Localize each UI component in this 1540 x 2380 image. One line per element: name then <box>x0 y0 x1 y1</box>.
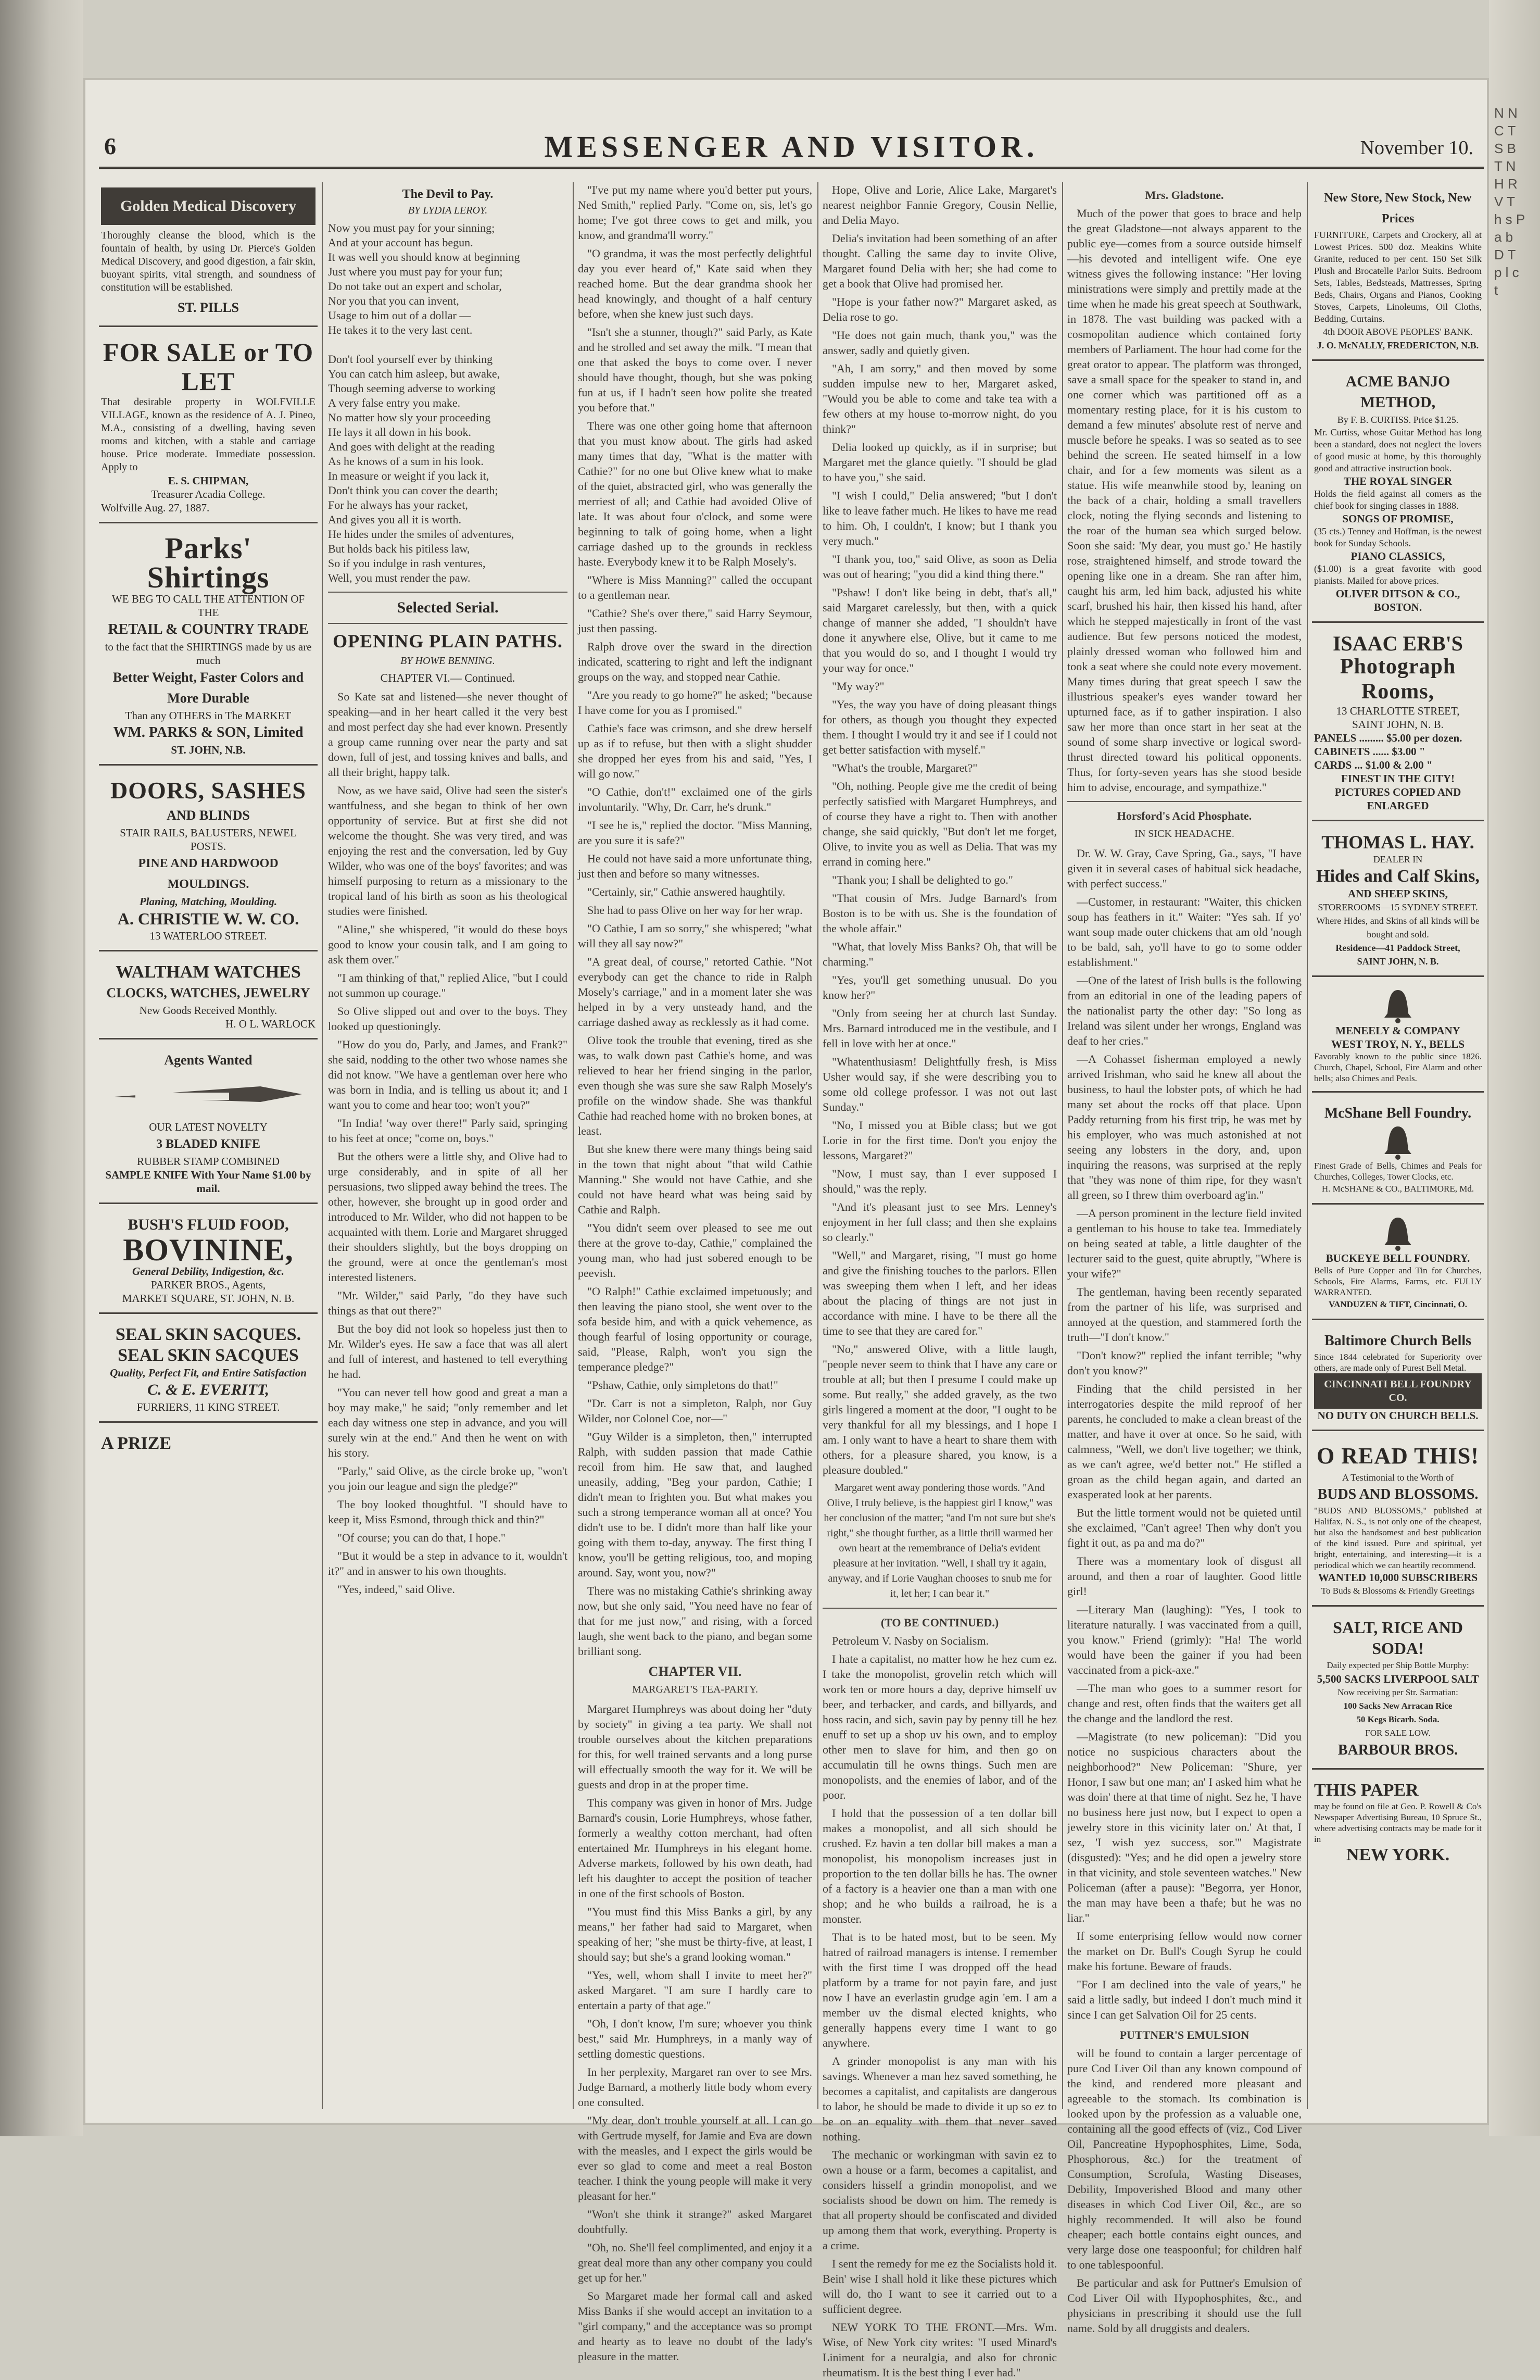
paragraph: This company was given in honor of Mrs. Judge Barnard's cousin, Lorie Humphreys, whose father, formerly a wealthy cotton merchant, had often entertained Mr. Humphreys in his elegant home. Adverse markets, followed by his own death, had left his daughter to accept the position of teacher in one of the first schools of Boston. <box>578 1796 812 1900</box>
ad-line: Residence—41 Paddock Street, <box>1335 943 1460 953</box>
paragraph: "Ah, I am sorry," and then moved by some sudden impulse new to her, Margaret asked, "Would you be able to come and take tea with a few others at my house to-morrow night, do you think?" <box>823 362 1057 435</box>
paragraph: He could not have said a more unfortunate thing, just then and before so many witnesses. <box>578 852 812 880</box>
divider <box>328 592 567 593</box>
paragraph: She had to pass Olive on her way for her wrap. <box>587 904 803 917</box>
paragraph: "Yes, well, whom shall I invite to meet her?" asked Margaret. "I am sure I hardly care to entertain a party of that age." <box>578 1969 812 2012</box>
ad-big: BUDS AND BLOSSOMS. <box>1317 1486 1479 1502</box>
ad-line: WANTED 10,000 SUBSCRIBERS <box>1318 1571 1478 1584</box>
ad-line: RUBBER STAMP COMBINED <box>136 1155 280 1168</box>
ad-line: Daily expected per Ship Bottle Murphy: <box>1327 1660 1469 1670</box>
chapter-heading: CHAPTER VII. <box>648 1664 742 1679</box>
paragraph: Olive took the trouble that evening, tired as she was, to walk down past Cathie's home, and was relieved to hear her friend singing in the parlor, even though she was sure she saw Ralph Mosely's profile on the window shade. She was thankful Cathie had reached home with no broken bones, at least. <box>578 1034 812 1137</box>
paragraph: "How do you do, Parly, and James, and Frank?" she said, nodding to the other two whose names she did not know. "We have a gentleman over here who was born in India, and is telling us about it; and I want you to come and hear too; won't you?" <box>328 1038 567 1111</box>
paragraph: The boy looked thoughtful. "I should have to keep it, Miss Esmond, through thick and thin?" <box>328 1498 567 1526</box>
ad-line: H. McSHANE & CO., BALTIMORE, Md. <box>1321 1184 1474 1194</box>
ad-title: SALT, RICE AND SODA! <box>1333 1618 1463 1658</box>
paragraph: NEW YORK TO THE FRONT.—Mrs. Wm. Wise, of New York city writes: "I used Minard's Liniment for a neuralgia, and also for chronic rheumatism. It is the best thing I ever had." <box>823 2321 1057 2379</box>
paragraph: "No," answered Olive, with a little laugh, "people never seem to think that I have any care or trouble at all; but then I presume I could make up some. But really," she added gravely, as the two girls lingered a moment at the door, "I ought to be very thankful for all my blessings, and I hope I am. I only want to have a heart to share them with others, for a pleasure shared, you know, is a pleasure doubled." <box>823 1343 1057 1476</box>
ad-line: 100 Sacks New Arracan Rice <box>1343 1701 1453 1711</box>
ad-sub-text: ($1.00) is a great favorite with good pianists. Mailed for above prices. <box>1314 563 1482 586</box>
ad-big: BOVININE, <box>123 1233 294 1267</box>
paragraph: In her perplexity, Margaret ran over to see Mrs. Judge Barnard, a motherly little body whom every one consulted. <box>578 2065 812 2109</box>
ad-seal-skin <box>99 1319 318 1423</box>
knife-illustration-icon <box>104 1071 312 1118</box>
ad-big: SEAL SKIN SACQUES <box>118 1346 299 1365</box>
paragraph: If some enterprising fellow would now corner the market on Dr. Bull's Cough Syrup he could make his fortune. Beware of frauds. <box>1067 1930 1302 1973</box>
paragraph: —One of the latest of Irish bulls is the following from an editorial in one of the leading papers of the nationalist party the other day: "So long as Ireland was silent under her wrongs, England was deaf to her cries." <box>1067 974 1302 1047</box>
ad-line: Since 1844 celebrated for Superiority over others, are made only of Purest Bell Metal. <box>1314 1352 1482 1373</box>
page-edge-left <box>0 0 83 2136</box>
ad-line: FURRIERS, 11 KING STREET. <box>136 1401 280 1413</box>
paragraph: "Are you ready to go home?" he asked; "because I have come for you as I promised." <box>578 688 812 717</box>
paragraph: "Oh, nothing. People give me the credit of being perfectly satisfied with Margaret Humphreys, and of course they have a right to. Then with another change, she said quickly, "But don't let me forget, Olive, to invite you as well as Delia. That was my errand in coming here." <box>823 780 1057 868</box>
article-heading: Mrs. Gladstone. <box>1145 189 1224 202</box>
paragraph: —Magistrate (to new policeman): "Did you notice no suspicious characters about the neighborhood?" New Policeman: "Shure, yer Honor, I saw but one man; an' I asked him what he was doin' there at that time of night. Sez he, 'I have no business here just now, but I expect to open a jewelry store in this vicinity later on.' At that, I sez, 'I wish yez success, sor.'" Magistrate (disgusted): "Yes; and he did open a jewelry store in that vicinity, and stole seventeen watches." New Policeman (after a pause): "Begorra, yer Honor, the man may have been a thafe; but he was no liar." <box>1067 1730 1302 1924</box>
paragraph: "Pshaw! I don't like being in debt, that's all," said Margaret carelessly, but then, with a quick change of manner she added, "I shouldn't have done it anywhere else, Olive, but it came to me that you would do so, and I thought I would try your way for once." <box>823 586 1057 674</box>
ad-hides-skins <box>1312 826 1484 977</box>
ad-line: FOR SALE LOW. <box>1365 1728 1431 1738</box>
paragraph: "I see he is," replied the doctor. "Miss Manning, are you sure it is safe?" <box>578 819 812 847</box>
ad-address: 13 WATERLOO STREET. <box>149 930 267 942</box>
paragraph: "Mr. Wilder," said Parly, "do they have such things as that out there?" <box>328 1289 567 1317</box>
paragraph: Be particular and ask for Puttner's Emulsion of Cod Liver Oil with Hypophosphites, &c., and physicians in prescribing it should use the full name. Sold by all druggists and dealers. <box>1067 2276 1302 2335</box>
ad-line: NO DUTY ON CHURCH BELLS. <box>1317 1409 1479 1422</box>
ad-for-sale <box>99 332 318 523</box>
paragraph: So Margaret made her formal call and asked Miss Banks if she would accept an invitation to a "girl company," and the acceptance was so prompt and hearty as to leave no doubt of the lady's pleasure in the matter. <box>578 2289 812 2363</box>
ad-big: 5,500 SACKS LIVERPOOL SALT <box>1317 1673 1479 1685</box>
ad-title: McShane Bell Foundry. <box>1324 1105 1472 1121</box>
paragraph: "You didn't seem over pleased to see me out there at the grove to-day, Cathie," complained the young man, who had just sobered enough to be peevish. <box>578 1221 812 1280</box>
ad-line: PICTURES COPIED AND ENLARGED <box>1334 786 1461 812</box>
ad-signer: E. S. CHIPMAN, <box>168 474 249 487</box>
ad-line: New Goods Received Monthly. <box>139 1004 277 1017</box>
ad-sub-text: (35 cts.) Tenney and Hoffman, is the newest book for Sunday Schools. <box>1314 526 1482 548</box>
column-rule <box>1062 182 1063 2109</box>
paragraph: But the others were a little shy, and Olive had to urge considerably, and in spite of all her persuasions, two slipped away behind the trees. The other, however, she brought up in good order and introduced to Mr. Wilder, who did not happen to be acquainted with them. Lorie and Margaret shrugged their shoulders slightly, but the boys dropping on the ground, were at once the gentleman's most interested listeners. <box>328 1150 567 1284</box>
paragraph: "Pshaw, Cathie, only simpletons do that!" <box>587 1379 778 1392</box>
column-2 <box>328 182 567 2109</box>
ad-line: Better Weight, Faster Colors and More Durable <box>112 670 304 706</box>
paragraph: I hold that the possession of a ten dollar bill makes a monopolist, and all sich should be crushed. Ez havin a ten dollar bill makes a man a monopolist, his monopolism increases just in proportion to the ten dollar bills he has. The owner of a factory is a heavier one than a man with one shop; and he who builds a railroad, he is a monster. <box>823 1807 1057 1925</box>
ad-line: Where Hides, and Skins of all kinds will be bought and sold. <box>1316 916 1480 940</box>
ad-title: DOORS, SASHES <box>110 777 306 804</box>
paragraph: "Aline," she whispered, "it would do these boys good to know your cousin talk, and I am going to ask them over." <box>328 923 567 966</box>
paragraph: "He does not gain much, thank you," was the answer, sadly and quietly given. <box>823 329 1057 357</box>
ad-line: 4th DOOR ABOVE PEOPLES' BANK. <box>1323 327 1473 337</box>
serial-author: BY HOWE BENNING. <box>400 655 495 667</box>
ad-waltham-watches <box>99 957 318 1039</box>
ad-by: By F. B. CURTISS. Price $1.25. <box>1337 415 1459 425</box>
ad-line: General Debility, Indigestion, &c. <box>132 1265 285 1277</box>
paragraph: "Guy Wilder is a simpleton, then," interrupted Ralph, with sudden passion that made Cathie recoil from him. He saw that, and laughed uneasily, adding, "Beg your pardon, Cathie; I didn't mean to frighten you. But what makes you such a strong temperance woman all at once? You didn't use to be. I didn't more than half like your going with them to-day, anyway. The first thing I know, you'll be getting religious, too, and moping around. Say, wont you, now?" <box>578 1430 812 1579</box>
ad-banjo-method <box>1312 366 1484 623</box>
paragraph: "Oh, I don't know, I'm sure; whoever you think best," said Mr. Humphreys, in a manly way of settling domestic questions. <box>578 2017 812 2060</box>
newspaper-title: MESSENGER AND VISITOR. <box>544 130 1039 164</box>
paragraph: Margaret Humphreys was about doing her "duty by society" in giving a tea party. We shall not trouble ourselves about the kitchen preparations for this, for well trained servants and a long purse will effectually smooth the way for it. We will be guests and drop in at the proper time. <box>578 1702 812 1791</box>
paragraph: —A person prominent in the lecture field invited a gentleman to his house to take tea. Immediately on being seated at table, a little daughter of the lecturer said to the guest, quite abruptly, "Where is your wife?" <box>1067 1207 1302 1280</box>
ad-city: SAINT JOHN, N. B. <box>1357 956 1439 967</box>
ad-title: BUCKEYE BELL FOUNDRY. <box>1326 1252 1470 1264</box>
ad-title: SEAL SKIN SACQUES. <box>115 1325 301 1344</box>
masthead <box>99 125 1484 169</box>
paragraph: "You can never tell how good and great a man a boy may make," he said; "only remember and let each day witness one step in advance, and you will surely win at the end." And then he went on with his story. <box>328 1386 567 1459</box>
paragraph: "You must find this Miss Banks a girl, by any means," her father had said to Margaret, when speaking of her; "she must be thirty-five, at least, I should say; but she's a grand looking woman." <box>578 1905 812 1963</box>
paragraph: Hope, Olive and Lorie, Alice Lake, Margaret's nearest neighbor Fannie Gregory, Cousin Nellie, and Delia Mayo. <box>823 183 1057 227</box>
ad-line: SAMPLE KNIFE With Your Name $1.00 by mail. <box>105 1169 311 1195</box>
ad-price: CABINETS ...... $3.00 " <box>1314 745 1425 758</box>
ad-line: CLOCKS, WATCHES, JEWELRY <box>106 985 310 1000</box>
paragraph: The mechanic or workingman with savin ez to own a house or a farm, becomes a capitalist, and considers hisself a grindin monopolist, and we socialists shood be down on him. The remedy is that all property should be confiscated and divided up among them that work, everything. Property is a crime. <box>823 2148 1057 2252</box>
paragraph: Dr. W. W. Gray, Cave Spring, Ga., says, "I have given it in several cases of habitual sick headache, with perfect success." <box>1067 847 1302 890</box>
section-heading: Selected Serial. <box>397 599 499 616</box>
paragraph: Delia's invitation had been something of an after thought. Calling the same day to invite Olive, Margaret found Delia with her; she had come to get a book that Olive had promised her. <box>823 232 1057 290</box>
ad-title: WALTHAM WATCHES <box>116 962 301 982</box>
divider <box>328 623 567 624</box>
ad-title: ACME BANJO METHOD, <box>1345 373 1450 411</box>
ad-title: A PRIZE <box>101 1434 172 1453</box>
ad-maker: A. CHRISTIE W. W. CO. <box>117 909 299 928</box>
ad-maker: OLIVER DITSON & CO., BOSTON. <box>1335 587 1460 613</box>
ad-title: THIS PAPER <box>1314 1781 1419 1800</box>
ad-bovinine <box>99 1209 318 1314</box>
paragraph: A grinder monopolist is any man with his savings. Whenever a man hez saved something, he becomes a capitalist, and capitalists are dangerous to labor, he should be made to divide it up so ez to be on an equality with them that never saved nothing. <box>823 2055 1057 2143</box>
ad-line: WE BEG TO CALL THE ATTENTION OF THE <box>111 593 305 619</box>
ad-prize <box>99 1428 318 1461</box>
ad-line: Planing, Matching, Moulding. <box>139 895 277 908</box>
ad-photograph-rooms <box>1312 628 1484 821</box>
ad-buds-blossoms <box>1312 1436 1484 1607</box>
ad-line: Than any OTHERS in The MARKET <box>125 709 292 722</box>
ad-buckeye-bells <box>1312 1210 1484 1320</box>
paragraph: "That cousin of Mrs. Judge Barnard's from Boston is to be with us. She is the foundation of the whole affair." <box>823 892 1057 935</box>
paragraph: There was a momentary look of disgust all around, and then a roar of laughter. Good little girl! <box>1067 1555 1302 1598</box>
paragraph: "Thank you; I shall be delighted to go." <box>832 873 1013 886</box>
ad-line: DEALER IN <box>1373 854 1423 865</box>
ad-title: Baltimore Church Bells <box>1324 1333 1472 1349</box>
ad-footer: ST. PILLS <box>177 300 239 315</box>
ad-line: OUR LATEST NOVELTY <box>149 1121 268 1133</box>
ad-knife <box>99 1045 318 1204</box>
paragraph: Much of the power that goes to brace and help the great Gladstone—not always apparent to the public eye—comes from a source outside himself—his devoted and intelligent wife. One eye witness gives the following instance: "Her loving ministrations were simply and prettily made at the time when he made his great speech at Southwark, in 1878. The vast building was packed with a cosmopolitan audience which contained forty members of Parliament. The hour had come for the great orator to appear. The platform was thronged, save a small space for the speaker to stand in, and one corner which was partitioned off as a momentary resting place, for it is his custom to demand a few minutes' absolute rest of nerve and muscle before he speaks. I was so seated as to see behind the screen. He seated himself in a low chair, and for a few moments was silent as a statue. His wife meanwhile stood by, leaning on the back of a chair, holding a small travellers clock, noting the flying seconds and listening to the roar of the human sea which surged below. Soon she said: 'My dear, you must go.' He hastily rose, straightened himself, and strode toward the opening like one in a dream. She ran after him, caught his arm, led him back, adjusted his white scarf, brushed his hair, then kissed his hand, after which he stepped majestically in front of the vast audience. But few persons noticed the modest, plainly dressed woman who followed him and took a seat where she could note every movement. Many times during that great speech I saw the illustrious speaker's eyes wander toward her upturned face, as if to gather inspiration. I also saw her more than once start in her seat at the sound of some sharp invective or logical sword-thrust directed toward his political opponents. Thus, for forty-seven years has she stood beside him to advise, encourage, and sympathize." <box>1067 207 1302 794</box>
paragraph: Cathie's face was crimson, and she drew herself up as if to refuse, but then with a slight shudder she dropped her eyes from his and said, "Yes, I will go now." <box>578 722 812 780</box>
paragraph: "I've put my name where you'd better put yours, Ned Smith," replied Parly. "Come on, sis, let's go home; I've got three cows to get and milk, you know, and grandma'll worry." <box>578 183 812 242</box>
ad-city: ST. JOHN, N.B. <box>171 744 246 756</box>
column-rule <box>817 182 818 2109</box>
ad-parks-shirtings <box>99 529 318 766</box>
paragraph: "O Ralph!" Cathie exclaimed impetuously; and then leaving the piano stool, she went over to the sofa beside him, and with a quick vehemence, as though fearful of losing opportunity or courage, said, "Please, Ralph, won't you sign the temperance pledge?" <box>578 1285 812 1373</box>
paragraph: There was one other going home that afternoon that you must know about. The girls had asked many times that day, "What is the matter with Cathie?" for no one but Olive knew what to make of the quiet, abstracted girl, who was generally the merriest of all; and Cathie had avoided Olive of late. It was about four o'clock, and some were beginning to talk of going home, when a light carriage dashed up to the grounds in reckless haste. Everybody knew it to be Ralph Mosely's. <box>578 419 812 568</box>
ad-line: WEST TROY, N. Y., BELLS <box>1331 1038 1465 1050</box>
paragraph: "Only from seeing her at church last Sunday. Mrs. Barnard introduced me in the vestibule, and I fell in love with her at once." <box>823 1007 1057 1050</box>
paragraph: So Olive slipped out and over to the boys. They looked up questioningly. <box>328 1005 567 1033</box>
paragraph: Petroleum V. Nasby on Socialism. <box>832 1634 989 1647</box>
ad-signer: H. O L. WARLOCK <box>225 1018 315 1030</box>
ad-this-paper <box>1312 1775 1484 1873</box>
adjacent-page-spine-text: N N C T S B T N H R V T h s P a b D T p l c t <box>1494 105 1525 298</box>
ad-dateline: Wolfville Aug. 27, 1887. <box>101 502 210 514</box>
ad-sub: THE ROYAL SINGER <box>1343 475 1453 487</box>
ad-big: NEW YORK. <box>1346 1845 1450 1864</box>
paragraph: "Now, I must say, than I ever supposed I should," was the reply. <box>823 1167 1057 1195</box>
ad-text: That desirable property in WOLFVILLE VILLAGE, known as the residence of A. J. Pineo, M.A., consisting of a dwelling, having seven rooms and kitchen, with a stable and carriage house. Price moderate. Immediate possession. Apply to <box>101 396 315 473</box>
ad-title: Agents Wanted <box>164 1053 253 1068</box>
paragraph: "My dear, don't trouble yourself at all. I can go with Gertrude myself, for Jamie and Eva are down with the measles, and I expect the girls would be ever so glad to come and meet a real Boston teacher. I think the young people will make it very pleasant for her." <box>578 2114 812 2202</box>
paragraph: "I thank you, too," said Olive, as soon as Delia was out of hearing; "you did a kind thing there." <box>823 553 1057 581</box>
ad-text: "BUDS AND BLOSSOMS," published at Halifax, N. S., is not only one of the cheapest, but also the handsomest and best publication of the kind issued. Pure and spiritual, yet bright, entertaining, and interesting—it is a periodical which we can heartily recommend. <box>1314 1506 1482 1570</box>
ad-title: FOR SALE or TO LET <box>103 337 314 396</box>
ad-big: Photograph Rooms, <box>1340 655 1456 704</box>
paragraph: So Kate sat and listened—she never thought of speaking—and in her heart called it the very best and most perfect day she had ever known. Presently a group came running over near the party and sat down, full of jest, and tossing knives and balls, and all their bright, happy talk. <box>328 690 567 779</box>
paragraph: "Yes, indeed," said Olive. <box>337 1583 455 1596</box>
paragraph: "Parly," said Olive, as the circle broke up, "won't you join our league and sign the pledge?" <box>328 1464 567 1493</box>
ad-line: VANDUZEN & TIFT, Cincinnati, O. <box>1329 1299 1467 1309</box>
divider <box>1067 801 1302 802</box>
ad-address: 13 CHARLOTTE STREET, <box>1336 705 1460 717</box>
ad-maker: WM. PARKS & SON, Limited <box>113 724 304 741</box>
paragraph: There was no mistaking Cathie's shrinking away now, but she only said, "You need have no fear of that for me just now," and rising, with a forced laugh, she went back to the piano, and began some brilliant song. <box>578 1584 812 1658</box>
issue-date: November 10. <box>1360 137 1473 159</box>
divider <box>823 1608 1057 1609</box>
paragraph: "Where is Miss Manning?" called the occupant to a gentleman near. <box>578 573 812 602</box>
paragraph: But the little torment would not be quieted until she exclaimed, "Can't agree! Then why don't you fight it out, as pa and ma do?" <box>1067 1506 1302 1549</box>
paragraph: "Certainly, sir," Cathie answered haughtily. <box>587 885 786 898</box>
poem-title: The Devil to Pay. <box>402 187 494 201</box>
ad-title: Parks' Shirtings <box>147 531 270 594</box>
paragraph: —Customer, in restaurant: "Waiter, this chicken soup has feathers in it." Waiter: "Yes sah. If yo' want soup made outer chickens that am old 'nough to be bald, sah, yo'll have to go to some odder establishment." <box>1067 895 1302 969</box>
ad-meneely-bells <box>1312 982 1484 1093</box>
column-1-advertisements <box>99 182 318 2109</box>
ad-baltimore-bells <box>1312 1325 1484 1431</box>
paragraph: The gentleman, having been recently separated from the partner of his life, was surprised and annoyed at the question, and stammered forth the truth—"I don't know." <box>1067 1285 1302 1344</box>
paragraph: Ralph drove over the sward in the direction indicated, scattering to right and left the indignant groups on the way, and stopped near Cathie. <box>578 640 812 683</box>
ad-line: CINCINNATI BELL FOUNDRY CO. <box>1314 1373 1482 1409</box>
column-rule <box>1307 182 1308 2109</box>
ad-price: CARDS ... $1.00 & 2.00 " <box>1314 759 1433 771</box>
ad-sub: SONGS OF PROMISE, <box>1342 512 1454 525</box>
paragraph: "Cathie? She's over there," said Harry Seymour, just then passing. <box>578 607 812 635</box>
ad-maker: C. & E. EVERITT, <box>147 1381 269 1398</box>
paragraph: "Don't know?" replied the infant terrible; "why don't you know?" <box>1067 1349 1302 1377</box>
ad-line: to the fact that the SHIRTINGS made by us are much <box>105 641 312 667</box>
ad-maker: BARBOUR BROS. <box>1337 1742 1458 1758</box>
ad-title: O READ THIS! <box>1317 1443 1479 1469</box>
paragraph: —The man who goes to a summer resort for change and rest, often finds that the waiters get all the change and the landlord the rest. <box>1067 1682 1302 1725</box>
paragraph: "Hope is your father now?" Margaret asked, as Delia rose to go. <box>823 295 1057 323</box>
article-heading: PUTTNER'S EMULSION <box>1119 2028 1249 2041</box>
ad-line: AND SHEEP SKINS, <box>1348 887 1448 900</box>
paragraph: "For I am declined into the vale of years," he said a little sadly, but indeed I don't much mind it since I can get Salvation Oil for 25 cents. <box>1067 1978 1302 2021</box>
paragraph: "Isn't she a stunner, though?" said Parly, as Kate and he strolled and set away the milk. "I mean that one that asked the boys to come over. I never should have thought, though, but she was poking fun at us, if I hadn't seen how polite she treated you before that." <box>578 325 812 414</box>
paragraph: "Well," and Margaret, rising, "I must go home and give the finishing touches to the parlors. Ellen was sweeping them when I left, and her ideas about the placing of things are not just in accordance with mine. I have to be there all the time to see that they are cared for." <box>823 1249 1057 1337</box>
paragraph: "Yes, you'll get something unusual. Do you know her?" <box>823 973 1057 1001</box>
paragraph: "O Cathie, I am so sorry," she whispered; "what will they all say now?" <box>578 922 812 950</box>
paragraph: "Of course; you can do that, I hope." <box>337 1531 506 1544</box>
paragraph: "Yes, the way you have of doing pleasant things for others, as though you thought they expected them. I thought I would try it and see if I could not get better satisfaction with myself." <box>823 698 1057 756</box>
paragraph: "A great deal, of course," retorted Cathie. "Not everybody can get the chance to ride in Ralph Mosely's carriage," and in a moment later she was helped in by a very unsteady hand, and the carriage dashed away as recklessly as it had come. <box>578 955 812 1029</box>
ad-maker: J. O. McNALLY, FREDERICTON, N.B. <box>1317 340 1479 350</box>
ad-line: FINEST IN THE CITY! <box>1341 772 1455 785</box>
ad-line: PINE AND HARDWOOD MOULDINGS. <box>138 857 279 891</box>
paragraph: will be found to contain a larger percentage of pure Cod Liver Oil than any known compound of the kind, and rendered more pleasant and agreeable to the stomach. Its combination is looked upon by the profession as a valuable one, containing all the good effects of (viz., Cod Liver Oil, Pancreatine Hypophosphites, Lime, Soda, Phosphorous, &c.) for the treatment of Consumption, Scrofula, Wasting Diseases, Debility, Impoverished Blood and many other diseases in which Cod Liver Oil, &c., are so highly recommended. It will also be found cheaper; each bottle contains eight ounces, and very large dose one teaspoonful; for children half to one tablespoonful. <box>1067 2047 1302 2271</box>
ad-line: To Buds & Blossoms & Friendly Greetings <box>1321 1586 1475 1596</box>
bell-icon <box>1382 987 1413 1024</box>
ad-salt-rice-soda <box>1312 1612 1484 1770</box>
ad-text: FURNITURE, Carpets and Crockery, all at Lowest Prices. 500 doz. Meakins White Granite, reduced to per cent. 150 Set Silk Plush and Brocatelle Parlor Suits. Bedroom Sets, Tables, Bedsteads, Mattresses, Spring Beds, Chairs, Organs and Pianos, Cooking Stoves, Carpets, Linoleums, Oil Cloths, Bedding, Curtains. <box>1314 230 1482 324</box>
paragraph: Delia looked up quickly, as if in surprise; but Margaret met the glance quietly. "I should be glad to have you," she said. <box>823 441 1057 484</box>
chapter-heading: CHAPTER VI.— Continued. <box>380 671 515 684</box>
column-4 <box>823 182 1057 2379</box>
paragraph: That is to be hated most, but to be seen. My hatred of railroad managers is intense. I remember with the first time I was dropped off the head platform by a trame for not payin fare, and just now I have an everlastin grudge agin 'em. I am a member uv the dismal elected knights, who generally happens every time I want to go anywhere. <box>823 1931 1057 2049</box>
ad-title: ISAAC ERB'S <box>1332 632 1463 655</box>
paragraph: I sent the remedy for me ez the Socialists hold it. Bein' wise I shall hold it like these pictures which will do, tho I want to see it carried out to a sufficient degree. <box>823 2257 1057 2315</box>
paragraph: "Won't she think it strange?" asked Margaret doubtfully. <box>578 2208 812 2236</box>
bell-icon <box>1382 1124 1413 1160</box>
ad-line: RETAIL & COUNTRY TRADE <box>108 621 309 637</box>
ad-line: Bells of Pure Copper and Tin for Churches, Schools, Fire Alarms, Farms, etc. FULLY WARRANTED. <box>1314 1266 1482 1297</box>
column-3 <box>578 182 812 2363</box>
column-5 <box>1067 182 1302 2335</box>
paragraph: "O Cathie, don't!" exclaimed one of the girls involuntarily. "Why, Dr. Carr, he's drunk." <box>578 785 812 813</box>
column-rule <box>573 182 574 2109</box>
ad-doors-sashes <box>99 771 318 951</box>
paragraph: "Oh, no. She'll feel complimented, and enjoy it a great deal more than any other company you could get up for her." <box>578 2241 812 2284</box>
ad-furniture-store <box>1312 182 1484 361</box>
ad-line: may be found on file at Geo. P. Rowell & Co's Newspaper Advertising Bureau, 10 Spruce St., where advertising contracts may be made for it in <box>1314 1801 1482 1844</box>
ad-line: AND BLINDS <box>167 808 250 823</box>
ad-line: Now receiving per Str. Sarmatian: <box>1337 1687 1458 1697</box>
article-heading: Horsford's Acid Phosphate. <box>1117 809 1252 822</box>
ad-line: Favorably known to the public since 1826. Church, Chapel, School, Fire Alarm and other bells; also Chimes and Peals. <box>1314 1051 1482 1083</box>
ad-big: Hides and Calf Skins, <box>1316 867 1480 886</box>
serial-text <box>328 689 567 1597</box>
paragraph: "O grandma, it was the most perfectly delightful day you ever heard of," Kate said when they reached home. But the dear grandma shook her head knowingly, and thought of a half century before, when she knew just such days. <box>578 247 812 320</box>
paragraph: —A Cohasset fisherman employed a newly arrived Irishman, who said he knew all about the business, to haul the lobster pots, of which he had many set about the rocks off that place. Upon Paddy returning from his first trip, he was met by his employer, who was much astonished at not seeing any lobsters in the dory, and, upon inquiring the reasons, was surprised at the reply that "they was none of thim ripe, for they wasn't all green, so I threw thim overboard ag'in." <box>1067 1053 1302 1201</box>
paragraph: "I am thinking of that," replied Alice, "but I could not summon up courage." <box>328 971 567 999</box>
ad-price: PANELS ......... $5.00 per dozen. <box>1314 732 1462 744</box>
bell-icon <box>1382 1215 1413 1251</box>
ad-line: STAIR RAILS, BALUSTERS, NEWEL POSTS. <box>120 826 297 853</box>
poem-author: BY LYDIA LEROY. <box>408 205 488 216</box>
paragraph: "And it's pleasant just to see Mrs. Lenney's enjoyment in her full class; and then she explains so clearly." <box>823 1200 1057 1244</box>
ad-signer-role: Treasurer Acadia College. <box>151 488 266 500</box>
ad-maker: PARKER BROS., Agents, <box>150 1279 266 1291</box>
paragraph: "In India! 'way over there!" Parly said, springing to his feet at once; "come on, boys." <box>328 1117 567 1145</box>
paragraph: "My way?" <box>832 680 885 693</box>
newspaper-page <box>83 78 1489 2379</box>
column-rule <box>322 182 323 2109</box>
ad-golden-medical-discovery <box>99 182 318 327</box>
ad-line: STOREROOMS—15 SYDNEY STREET. <box>1318 902 1478 912</box>
paragraph: But she knew there were many things being said in the town that night about "that wild Cathie Manning." She would not have Cathie, and she could not have heard what was being said by Cathie and Ralph. <box>578 1143 812 1216</box>
paragraph: "No, I missed you at Bible class; but we got Lorie in for the first time. Don't you enjoy the lessons, Margaret?" <box>823 1119 1057 1162</box>
ad-line: 3 BLADED KNIFE <box>156 1137 261 1151</box>
article-heading: (TO BE CONTINUED.) <box>880 1616 999 1629</box>
ad-line: Quality, Perfect Fit, and Entire Satisfaction <box>110 1367 307 1379</box>
paragraph: "I wish I could," Delia answered; "but I don't like to leave father much. He likes to have me read to him. Oh, I couldn't, I know; but I thank you very much." <box>823 489 1057 547</box>
ad-mcshane-bells <box>1312 1098 1484 1205</box>
ad-text: Thoroughly cleanse the blood, which is the fountain of health, by using Dr. Pierce's Golden Medical Discovery, and good digestion, a fair skin, buoyant spirits, vital strength, and soundness of constitution will be established. <box>101 230 315 293</box>
paragraph: "What, that lovely Miss Banks? Oh, that will be charming." <box>823 940 1057 968</box>
ad-line: 50 Kegs Bicarb. Soda. <box>1356 1714 1440 1724</box>
paragraph: "Dr. Carr is not a simpleton, Ralph, nor Guy Wilder, nor Colonel Coe, nor—" <box>578 1397 812 1425</box>
ad-text: Mr. Curtiss, whose Guitar Method has long been a standard, does not neglect the lovers of good music at home, by this thoroughly good and attractive instruction book. <box>1314 427 1482 473</box>
ad-sub: PIANO CLASSICS, <box>1350 550 1445 562</box>
page-number: 6 <box>104 133 116 159</box>
serial-title: OPENING PLAIN PATHS. <box>333 631 563 652</box>
paragraph: I hate a capitalist, no matter how he hez cum ez. I take the monopolist, grovelin retch which will work ten or more hours a day, deprive himself uv beer, and terbacker, and cards, and billyards, and hoss racin, and sich, savin pay by penny till he hez enuff to set up a shop uv his own, and to employ other men to slave for him, and then go on accumulatin till he owns things. Such men are monopolists, and the enemies of labor, and of the poor. <box>823 1652 1057 1801</box>
ad-title: MENEELY & COMPANY <box>1335 1024 1460 1037</box>
ad-city: SAINT JOHN, N. B. <box>1352 718 1444 731</box>
ad-title: BUSH'S FLUID FOOD, <box>128 1216 289 1233</box>
ad-title: New Store, New Stock, New Prices <box>1324 191 1472 226</box>
paragraph: —Literary Man (laughing): "Yes, I took to literature naturally. I was vaccinated from a quill, you know." Friend (grimly): "Ha! The world would have been the gainer if you had been vaccinated from a pick-axe." <box>1067 1603 1302 1676</box>
ad-sub-text: Holds the field against all comers as the chief book for singing classes in 1888. <box>1314 488 1482 511</box>
ad-title: THOMAS L. HAY. <box>1321 832 1474 853</box>
paragraph: Now, as we have said, Olive had seen the sister's wantfulness, and she began to think of her own opportunity of service. But at first she did not welcome the thought. She was very tired, and was enjoying the rest and the conversation, led by Guy Wilder, who was one of the boys' favorites; and was himself purposing to return as a missionary to the tropical land of his birth as soon as his theological studies were finished. <box>328 784 567 918</box>
chapter-subtitle: MARGARET'S TEA-PARTY. <box>632 1684 759 1695</box>
to-be-continued: Margaret went away pondering those words. "And Olive, I truly believe, is the happiest girl I know," was her conclusion of the matter; "and I'm not sure but she's right," she thought further, as a little thrill warmed her own heart at the remembrance of Delia's evident pleasure at her invitation. "Well, I shall try it again, anyway, and if Lorie Vaughan chooses to snub me for it, let her; I can bear it." <box>824 1482 1056 1599</box>
paragraph: Finding that the child persisted in her interrogatories despite the mild reproof of her parents, he concluded to make a clean breast of the matter, and have it over at once. So he said, with calmness, "Well, we don't live together; we think, as we can't agree, we'd better not." He stifled a groan as the child began again, and darted an exasperated look at her parents. <box>1067 1382 1302 1501</box>
paragraph: "But it would be a step in advance to it, wouldn't it?" and in answer to his own thoughts. <box>328 1549 567 1577</box>
ad-address: MARKET SQUARE, ST. JOHN, N. B. <box>122 1292 295 1305</box>
paragraph: But the boy did not look so hopeless just then to Mr. Wilder's eyes. He saw a face that was all alert and full of interest, and hastened to tell everything he had. <box>328 1322 567 1381</box>
ad-title: Golden Medical Discovery <box>101 187 315 225</box>
ad-line: A Testimonial to the Worth of <box>1342 1472 1454 1483</box>
paragraph: "What's the trouble, Margaret?" <box>832 761 978 774</box>
paragraph: "Whatenthusiasm! Delightfully fresh, is Miss Usher would say, if she were describing you to some old college professor. I was not out last Sunday." <box>823 1055 1057 1113</box>
article-subheading: IN SICK HEADACHE. <box>1134 828 1234 840</box>
poem-text: Now you must pay for your sinning; And at your account has begun. It was well you should know at beginning Just where you must pay for your fun; Do not take out an expert and scholar, Nor you that you can invent, Usage to him out of a dollar — He takes it to the very last cent. Don't fool yourself ever by thinking You can catch him asleep, but awake, Though seeming adverse to working A very false entry you make. No matter how sly your proceeding He lays it all down in his book. And goes with delight at the reading As he knows of a sum in his look. In measure or weight if you lack it, Don't think you can cover the dearth; For he always has your racket, And gives you all it is worth. He hides under the smiles of adventures, But holds back his pitiless law, So if you indulge in rash ventures, Well, you must render the paw. <box>328 221 520 584</box>
ad-line: Finest Grade of Bells, Chimes and Peals for Churches, Colleges, Tower Clocks, etc. <box>1314 1161 1482 1182</box>
column-6-advertisements <box>1312 182 1484 2109</box>
